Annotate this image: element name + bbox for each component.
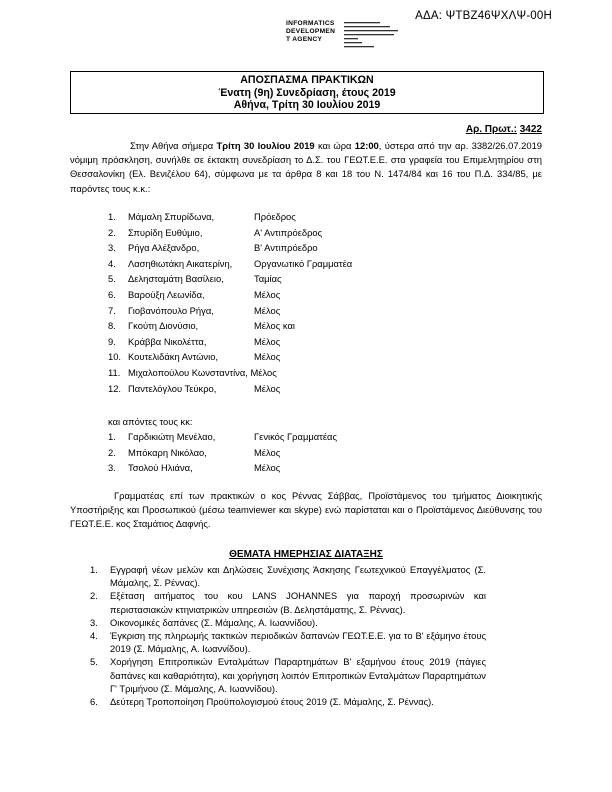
item-number: 7. xyxy=(108,304,116,316)
item-number: 3. xyxy=(108,462,116,474)
agenda-item-text: Οικονομικές δαπάνες (Σ. Μάμαλης, Α. Ιωαννίδου). xyxy=(110,616,318,628)
list-item xyxy=(108,447,428,463)
agenda-item xyxy=(90,563,486,589)
member-role: Μέλος xyxy=(254,335,281,347)
absent-label: και απόντες τους κκ: xyxy=(108,416,193,427)
member-name: Σπυρίδη Ευθύμιο, xyxy=(128,226,203,238)
member-role: Πρόεδρος xyxy=(254,211,296,222)
item-number: 10. xyxy=(108,351,122,363)
stamp-line: T AGENCY xyxy=(286,36,323,43)
member-role: Α' Αντιπρόεδρος xyxy=(254,226,323,238)
stamp-agency-name xyxy=(286,20,335,44)
agenda-item-text: Εγγραφή νέων μελών και Δηλώσεις Συνέχισης Άσκησης Γεωτεχνικού Επαγγέλματος (Σ. Μάμαλης, Σ. Ρέννας). xyxy=(110,564,486,589)
list-item xyxy=(108,383,408,399)
item-number: 9. xyxy=(108,335,116,347)
item-number: 8. xyxy=(108,320,116,332)
item-number: 12. xyxy=(108,382,122,394)
member-role: Οργανωτικό Γραμματέα xyxy=(254,257,353,269)
member-name: Γαρδικιώτη Μενέλαο, xyxy=(128,431,216,442)
item-number: 1. xyxy=(108,431,116,442)
intro-paragraph xyxy=(70,139,542,196)
item-number: 2. xyxy=(108,226,116,238)
agenda-item-text: Εξέταση αιτήματος του κου LANS JOHANNES για παροχή προσωρινών και περιστασιακών κτηνιατρικών υπηρεσιών (Β. Δεληστάματης, Σ. Ρέννας). xyxy=(110,590,486,615)
session-subtitle: Ένατη (9η) Συνεδρίαση, έτους 2019 xyxy=(218,86,396,99)
member-role: Μέλος xyxy=(254,446,281,458)
item-number: 5. xyxy=(90,656,98,668)
protocol-value: 3422 xyxy=(519,124,542,135)
item-number: 4. xyxy=(90,630,98,642)
document-title: ΑΠΟΣΠΑΣΜΑ ΠΡΑΚΤΙΚΩΝ xyxy=(240,74,374,86)
agenda-item xyxy=(90,589,486,615)
list-item xyxy=(108,211,408,227)
agency-stamp xyxy=(286,20,404,58)
list-item xyxy=(108,351,408,367)
secretary-paragraph: Γραμματέας επί των πρακτικών ο κος Ρέννας Σάββας, Προϊστάμενος του τμήματος Διοικητικής Υποστήριξης και Προσωπικού (μέσω teamviewer και skype) ενώ παρίσταται και ο Προϊστάμενος Διεύθυνσης του ΓΕΩΤ.Ε.Ε. κος Σταμάτιος Δαφνής. xyxy=(70,490,542,530)
member-role: Μέλος xyxy=(254,462,281,474)
session-date: Αθήνα, Τρίτη 30 Ιουλίου 2019 xyxy=(233,99,381,111)
item-number: 2. xyxy=(90,590,98,602)
list-item xyxy=(108,289,408,305)
agenda-item xyxy=(90,629,486,655)
agenda-item-text: Δεύτερη Τροποποίηση Προϋπολογισμού έτους 2019 (Σ. Μάμαλης, Σ. Ρέννας). xyxy=(110,696,434,708)
member-name: Γιοβανόπουλο Ρήγα, xyxy=(128,304,214,316)
list-item xyxy=(108,462,428,478)
item-number: 1. xyxy=(90,564,98,575)
list-item xyxy=(108,258,408,274)
list-item xyxy=(108,273,408,289)
item-number: 11. xyxy=(108,366,121,378)
member-role: Μέλος και xyxy=(254,320,295,332)
stamp-line: DEVELOPMEN xyxy=(286,28,336,35)
item-number: 3. xyxy=(90,616,98,628)
agenda-item-text: Χορήγηση Επιτροπικών Ενταλμάτων Παραρτημάτων Β' εξαμήνου έτους 2019 (πάγιες δαπάνες και καθαριότητα), και χορήγηση λοιπόν Επιτροπικών Ενταλμάτων Παραρτημάτων Γ' Τριμήνου (Σ. Μάμαλης, Α. Ιωαννίδου). xyxy=(110,656,486,694)
item-number: 4. xyxy=(108,257,116,269)
member-name: Παντελόγλου Τεύκρο, xyxy=(128,382,217,394)
list-item xyxy=(108,320,408,336)
intro-text: , ύστερα από την αρ. 3382/26.07.2019 νόμιμη πρόσκληση, συνήλθε σε έκτακτη συνεδρίαση το Δ.Σ. του ΓΕΩΤ.Ε.Ε. στα γραφεία του Επιμελητηρίου στη Θεσσαλονίκη (Ελ. Βενιζέλου 64), σύμφωνα με τα άρθρα 8 και 18 του Ν. 1474/84 και 16 του Π.Δ. 334/85, με παρόντες τους κ.κ.: xyxy=(70,140,543,194)
intro-text: Στην Αθήνα σήμερα xyxy=(130,140,217,151)
member-name: Μιχαλοπούλου Κωνσταντίνα, Μέλος xyxy=(128,366,277,378)
agenda-item xyxy=(90,695,486,708)
intro-time: 12:00 xyxy=(354,140,379,151)
member-role: Β' Αντιπρόεδρο xyxy=(254,242,318,254)
ada-code: ΑΔΑ: ΨΤΒΖ46ΨΧΛΨ-00Η xyxy=(415,10,552,22)
agenda-item-text: Έγκριση της πληρωμής τακτικών περιοδικών δαπανών ΓΕΩΤ.Ε.Ε. για το Β' εξάμηνο έτους 2019 (Σ. Μάμαλης, Α. Ιωαννίδου). xyxy=(110,630,486,655)
member-name: Κουτελιδάκη Αντώνιο, xyxy=(128,351,219,363)
list-item xyxy=(108,367,408,383)
member-role: Μέλος xyxy=(254,304,281,316)
item-number: 1. xyxy=(108,211,116,222)
agenda-item xyxy=(90,616,486,629)
member-name: Μπόκαρη Νικόλαο, xyxy=(128,446,207,458)
stamp-line: INFORMATICS xyxy=(286,20,335,27)
list-item xyxy=(108,305,408,321)
member-name: Βαρούξη Λεωνίδα, xyxy=(128,288,205,300)
item-number: 3. xyxy=(108,242,116,254)
member-name: Κράββα Νικολέττα, xyxy=(128,335,207,347)
item-number: 2. xyxy=(108,446,116,458)
member-name: Ρήγα Αλέξανδρο, xyxy=(128,242,200,254)
list-item xyxy=(108,227,408,243)
agenda-list xyxy=(90,563,486,708)
protocol-label: Αρ. Πρωτ.: xyxy=(465,124,517,135)
member-name: Μάμαλη Σπυρίδωνα, xyxy=(128,211,215,222)
absent-members-list xyxy=(108,431,428,478)
member-name: Λασηθιωτάκη Αικατερίνη, xyxy=(128,257,233,269)
agenda-item xyxy=(90,655,486,695)
list-item xyxy=(108,431,428,447)
member-role: Μέλος xyxy=(254,382,281,394)
agenda-title: ΘΕΜΑΤΑ ΗΜΕΡΗΣΙΑΣ ΔΙΑΤΑΞΗΣ xyxy=(229,549,383,560)
protocol-number xyxy=(466,124,542,135)
intro-date: Τρίτη 30 Ιουλίου 2019 xyxy=(216,140,315,151)
member-role: Γενικός Γραμματέας xyxy=(254,431,337,442)
list-item xyxy=(108,242,408,258)
member-role: Μέλος xyxy=(254,351,281,363)
member-name: Γκούτη Διονύσιο, xyxy=(128,320,199,332)
item-number: 6. xyxy=(90,696,98,708)
member-name: Δελησταμάτη Βασίλειο, xyxy=(128,273,224,285)
member-role: Μέλος xyxy=(254,288,281,300)
intro-text: και ώρα xyxy=(314,140,355,151)
item-number: 5. xyxy=(108,273,116,285)
digital-signature-stamp-icon xyxy=(344,21,404,57)
item-number: 6. xyxy=(108,288,116,300)
document-title-box xyxy=(70,71,544,114)
present-members-list xyxy=(108,211,408,398)
list-item xyxy=(108,336,408,352)
member-name: Τσολού Ηλιάνα, xyxy=(128,462,193,474)
member-role: Ταμίας xyxy=(254,273,282,285)
